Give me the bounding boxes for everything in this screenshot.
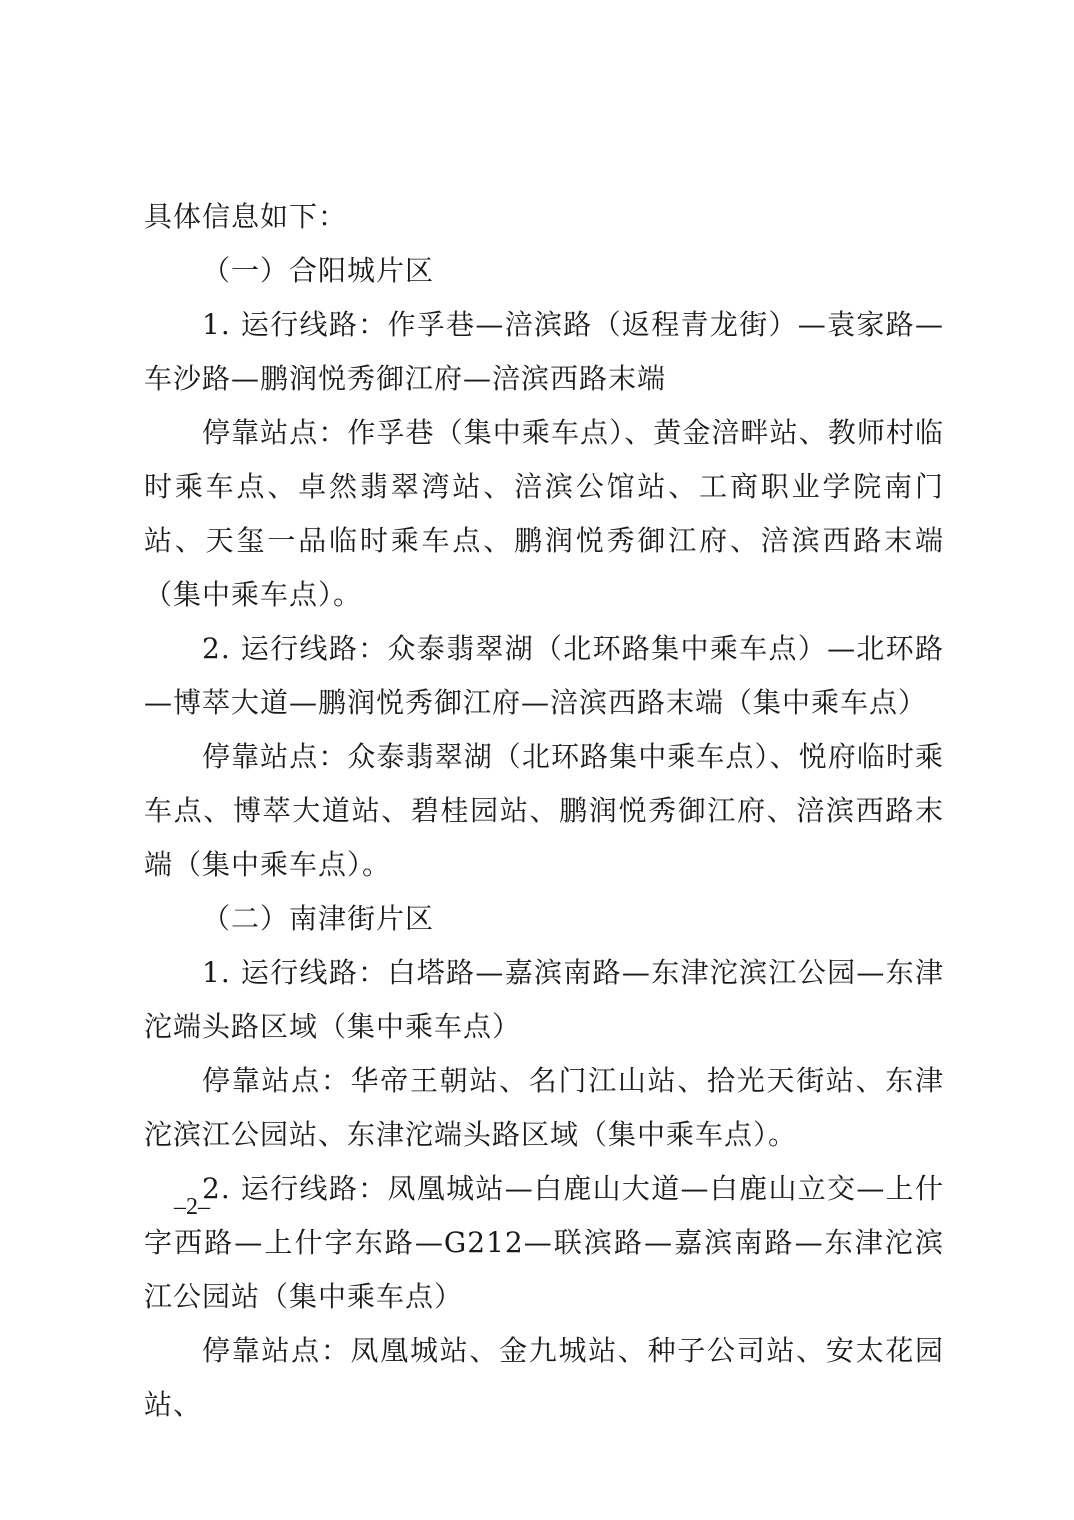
section-heading: （二）南津街片区 xyxy=(202,902,435,935)
page-number: –2– xyxy=(174,1194,210,1220)
stops-description: 停靠站点：凤凰城站、金九城站、种子公司站、安太花园站、 xyxy=(144,1334,944,1421)
route-description: 1. 运行线路：白塔路—嘉滨南路—东津沱滨江公园—东津沱端头路区域（集中乘车点） xyxy=(144,956,944,1043)
document-body xyxy=(144,190,944,1432)
stops-description: 停靠站点：作孚巷（集中乘车点）、黄金涪畔站、教师村临时乘车点、卓然翡翠湾站、涪滨公馆站、工商职业学院南门站、天玺一品临时乘车点、鹏润悦秀御江府、涪滨西路末端（集中乘车点）。 xyxy=(144,416,944,611)
route-description: 2. 运行线路：众泰翡翠湖（北环路集中乘车点）—北环路—博萃大道—鹏润悦秀御江府—涪滨西路末端（集中乘车点） xyxy=(144,632,944,719)
route-description: 1. 运行线路：作孚巷—涪滨路（返程青龙街）—袁家路—车沙路—鹏润悦秀御江府—涪滨西路末端 xyxy=(144,308,944,395)
stops-description: 停靠站点：众泰翡翠湖（北环路集中乘车点）、悦府临时乘车点、博萃大道站、碧桂园站、鹏润悦秀御江府、涪滨西路末端（集中乘车点）。 xyxy=(144,740,944,881)
section-heading: （一）合阳城片区 xyxy=(202,254,435,287)
intro-text: 具体信息如下： xyxy=(144,200,348,233)
route-description: 2. 运行线路：凤凰城站—白鹿山大道—白鹿山立交—上什字西路—上什字东路—G212—联滨路—嘉滨南路—东津沱滨江公园站（集中乘车点） xyxy=(144,1172,944,1313)
stops-description: 停靠站点：华帝王朝站、名门江山站、拾光天街站、东津沱滨江公园站、东津沱端头路区域（集中乘车点）。 xyxy=(144,1064,944,1151)
